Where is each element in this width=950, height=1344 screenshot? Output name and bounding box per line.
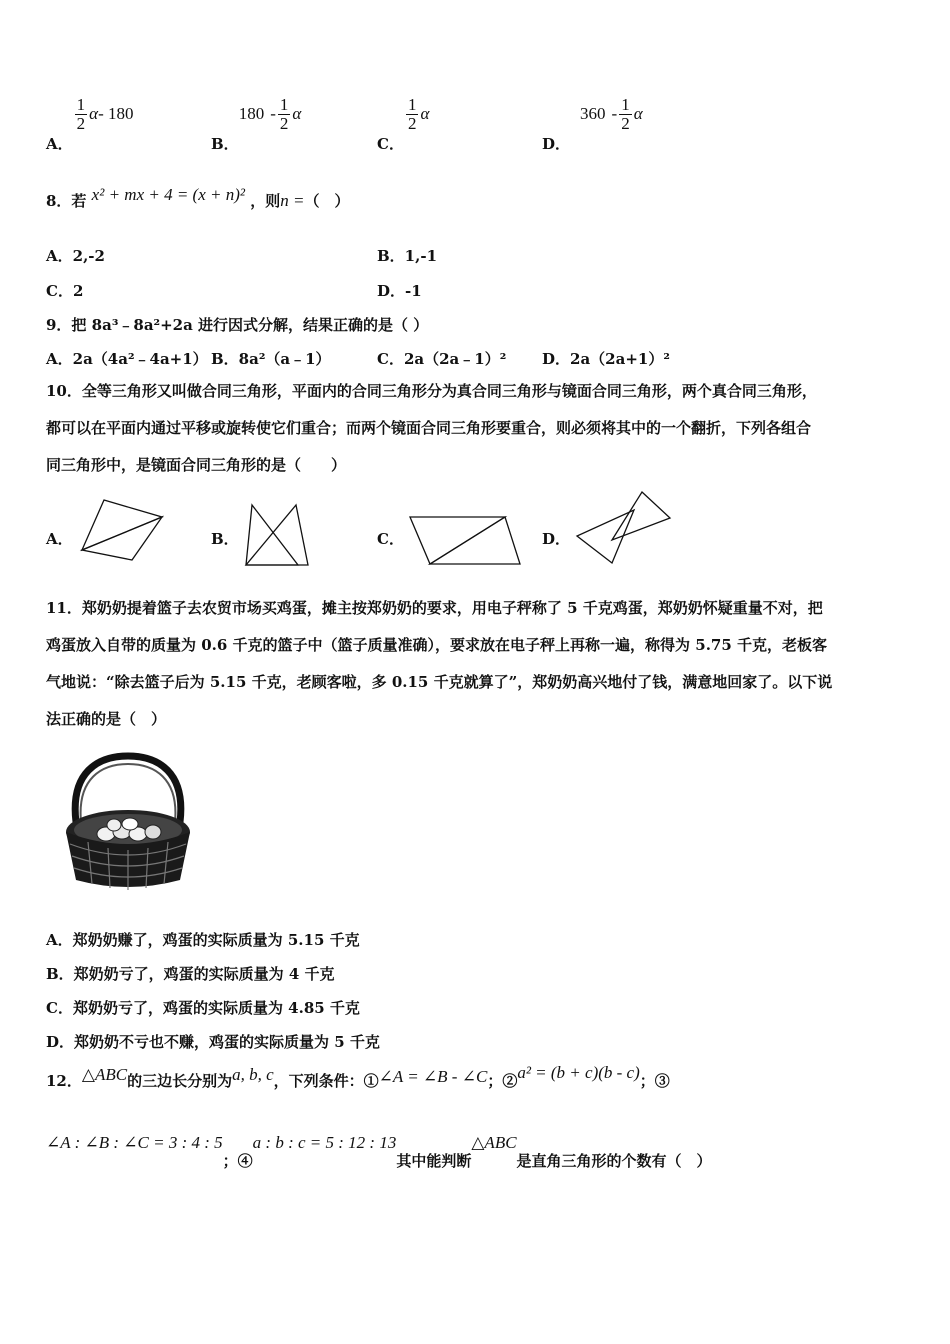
q10-option-c-label: C． (377, 530, 404, 548)
q12-stem-line-2: ∠A : ∠B : ∠C = 3 : 4 : 5；④a : b : c = 5 : 12 : 13其中能判断△ABC是直角三角形的个数有（ ） (46, 1133, 712, 1170)
q10-stem-line-1: 10．全等三角形又叫做合同三角形，平面内的合同三角形分为真合同三角形与镜面合同三角形，两个真合同三角形， (46, 382, 817, 400)
q10-option-a-figure (74, 495, 169, 565)
q11-stem-line-4: 法正确的是（ ） (46, 710, 167, 728)
q7-option-b: B．180 - $\frac{1}{2}$ α (211, 95, 302, 153)
q12-stem-line-1: 12．△ABC的三边长分别为a, b, c，下列条件：①∠A = ∠B - ∠C；②a² = (b + c)(b - c)；③ (46, 1063, 670, 1090)
egg-basket-image (58, 752, 198, 894)
q8-stem: 8．若 x² + mx + 4 = (x + n)² ，则n =（ ） (46, 185, 350, 210)
q9-option-b: B．8a²（a﹣1） (211, 350, 331, 368)
q8-option-c: C．2 (46, 282, 84, 300)
q10-option-d-figure (572, 488, 677, 568)
q10-option-b-label: B． (211, 530, 239, 548)
q10-option-d-label: D． (542, 530, 571, 548)
q8-option-a: A．2,-2 (46, 247, 105, 265)
q7-option-d: D．360 - $\frac{1}{2}$ α (542, 95, 643, 153)
q9-option-c: C．2a（2a﹣1）² (377, 350, 507, 368)
q10-option-c-figure (405, 512, 525, 570)
q11-option-d: D．郑奶奶不亏也不赚，鸡蛋的实际质量为 5 千克 (46, 1033, 380, 1051)
q9-stem: 9．把 8a³﹣8a²+2a 进行因式分解，结果正确的是（ ） (46, 316, 429, 334)
q7-option-c: C． $\frac{1}{2}$ α (377, 95, 430, 153)
q11-stem-line-1: 11．郑奶奶提着篮子去农贸市场买鸡蛋，摊主按郑奶奶的要求，用电子秤称了 5 千克鸡蛋，郑奶奶怀疑重量不对，把 (46, 599, 823, 617)
q11-stem-line-3: 气地说：“除去篮子后为 5.15 千克，老顾客啦，多 0.15 千克就算了”，郑奶奶高兴地付了钱，满意地回家了。以下说 (46, 673, 833, 691)
q10-stem-line-3: 同三角形中，是镜面合同三角形的是（ ） (46, 456, 347, 474)
q10-option-b-figure (240, 500, 315, 570)
q10-stem-line-2: 都可以在平面内通过平移或旋转使它们重合；而两个镜面合同三角形要重合，则必须将其中的一个翻折，下列各组合 (46, 419, 812, 437)
q9-option-d: D．2a（2a+1）² (542, 350, 670, 368)
q10-option-a-label: A． (46, 530, 73, 548)
q11-option-a: A．郑奶奶赚了，鸡蛋的实际质量为 5.15 千克 (46, 931, 360, 949)
q11-stem-line-2: 鸡蛋放入自带的质量为 0.6 千克的篮子中（篮子质量准确），要求放在电子秤上再称一遍，称得为 5.75 千克，老板客 (46, 636, 828, 654)
q11-option-b: B．郑奶奶亏了，鸡蛋的实际质量为 4 千克 (46, 965, 335, 983)
q8-option-b: B．1,-1 (377, 247, 438, 265)
q9-option-a: A．2a（4a²﹣4a+1） (46, 350, 208, 368)
q11-option-c: C．郑奶奶亏了，鸡蛋的实际质量为 4.85 千克 (46, 999, 360, 1017)
q8-option-d: D．-1 (377, 282, 422, 300)
q7-option-a: A． $\frac{1}{2}$ α- 180 (46, 95, 134, 153)
